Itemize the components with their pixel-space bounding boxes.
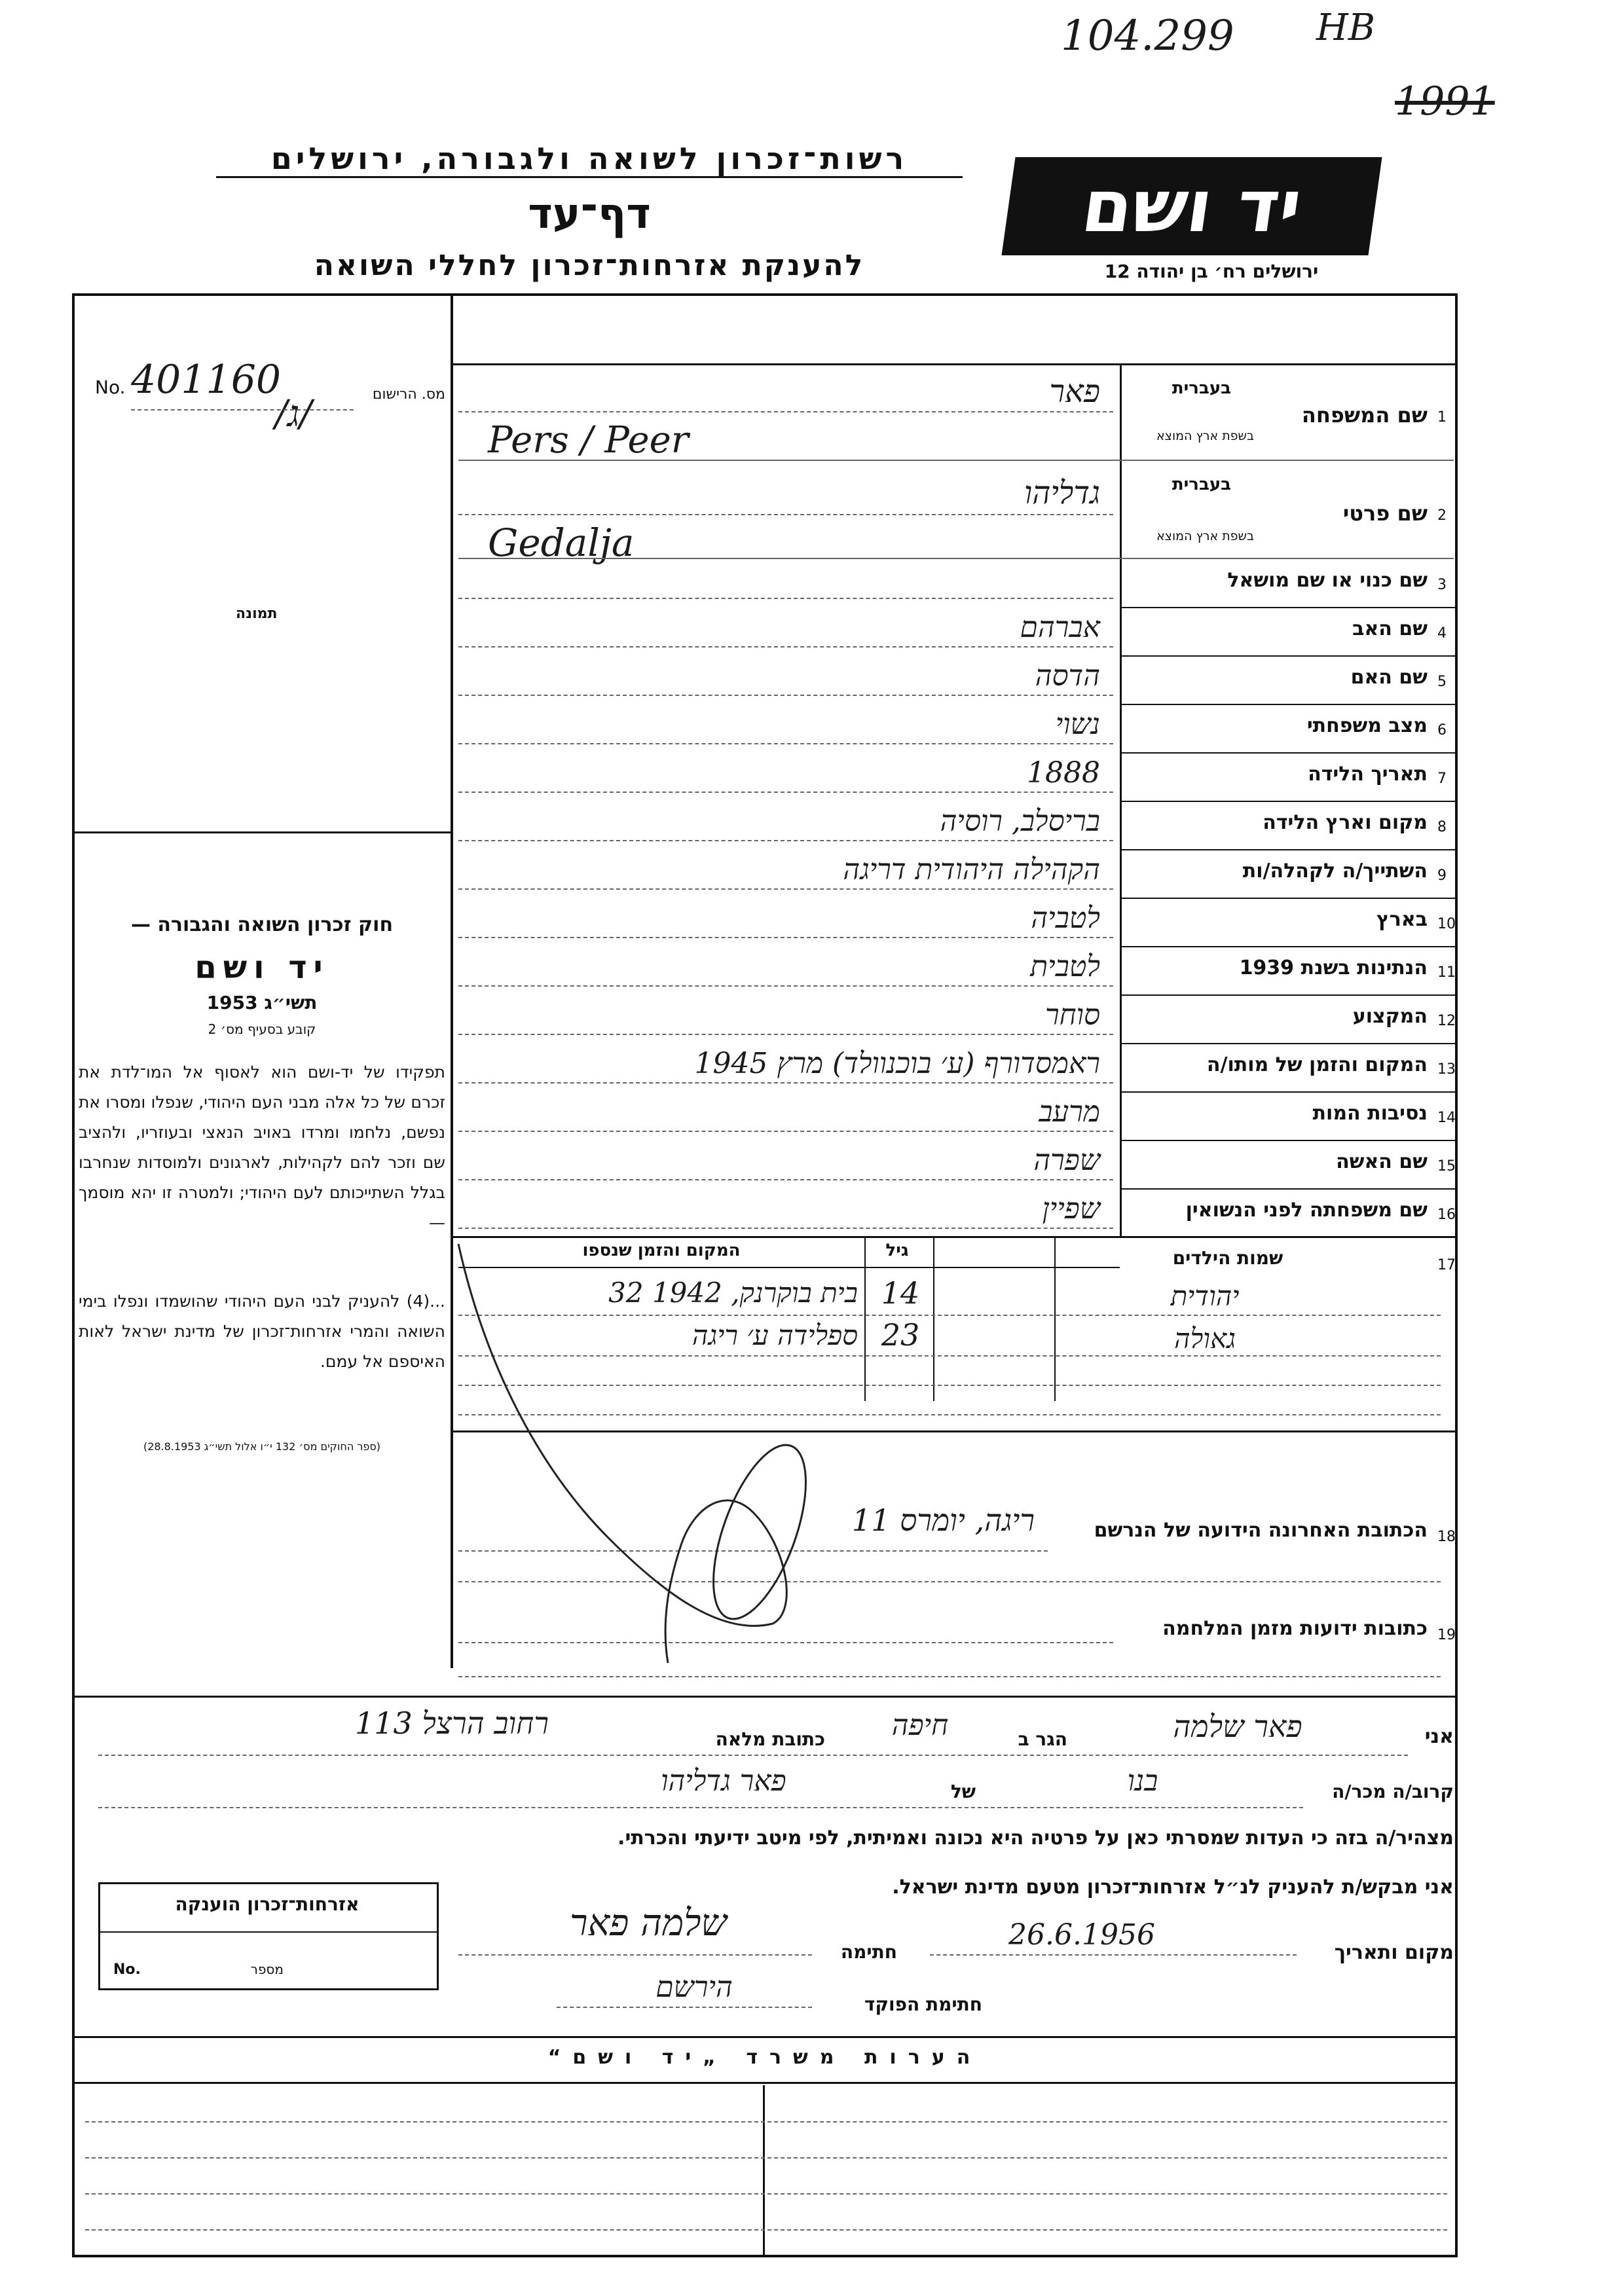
field-value[interactable]: הקהילה היהודית דריגה bbox=[843, 853, 1100, 886]
remarks-header-line bbox=[72, 2082, 1458, 2084]
field-number: 12 bbox=[1437, 1013, 1456, 1029]
photo-area-bottom bbox=[72, 831, 452, 833]
field-number: 11 bbox=[1437, 964, 1456, 981]
field-number: 15 bbox=[1437, 1158, 1456, 1175]
field-value[interactable]: לטבית bbox=[1030, 950, 1100, 983]
field-label: שם האב bbox=[1352, 617, 1428, 640]
photo-label: תמונה bbox=[236, 606, 278, 622]
child-name[interactable]: גאולה bbox=[1173, 1322, 1236, 1355]
field-number: 8 bbox=[1437, 819, 1447, 835]
relation-value[interactable]: בנו bbox=[1127, 1764, 1158, 1798]
authority-name: רשות־זכרון לשואה ולגבורה, ירושלים bbox=[216, 141, 963, 178]
field-value[interactable]: הדסה bbox=[1035, 659, 1100, 693]
child-age[interactable]: 23 bbox=[881, 1317, 920, 1353]
field-value[interactable]: סוחר bbox=[1045, 998, 1100, 1032]
field-number: 14 bbox=[1437, 1110, 1456, 1126]
relative-label: קרוב/ה מכר/ה bbox=[1332, 1781, 1454, 1802]
officer-signature-label: חתימת הפוקד bbox=[864, 1994, 982, 2015]
registration-no-prefix: No. bbox=[95, 376, 126, 398]
field-number: 4 bbox=[1437, 625, 1447, 642]
remarks-top-line bbox=[72, 2036, 1458, 2038]
field-value[interactable]: נשוי bbox=[1055, 708, 1100, 741]
field-label: הנתינות בשנת 1939 bbox=[1239, 957, 1428, 979]
field-number: 3 bbox=[1437, 577, 1447, 593]
children-col-divider-3 bbox=[1054, 1237, 1056, 1401]
field-label: תאריך הלידה bbox=[1308, 763, 1428, 786]
children-number: 17 bbox=[1437, 1257, 1456, 1273]
declarant-signature[interactable]: שלמה פאר bbox=[569, 1902, 728, 1944]
of-label: של bbox=[950, 1781, 976, 1802]
field-label: המקצוע bbox=[1352, 1005, 1428, 1028]
registration-label: מס. הרישום bbox=[372, 386, 445, 403]
archive-reference-number: 104.299 bbox=[1061, 12, 1234, 60]
field-value[interactable]: ראמסדורף (ע׳ בוכנוולד) מרץ 1945 bbox=[694, 1047, 1100, 1080]
field-number: 10 bbox=[1437, 916, 1456, 932]
signature-label: חתימה bbox=[840, 1941, 897, 1963]
child-place[interactable]: בית בוקרנק, 1942 32 bbox=[608, 1277, 858, 1309]
field-number: 13 bbox=[1437, 1061, 1456, 1078]
field-label: שם האם bbox=[1350, 666, 1428, 689]
declaration-line-1: מצהיר/ה בזה כי העדות שמסרתי כאן על פרטיה היא נכונה ואמיתית, לפי מיטב ידיעתי והכרתי. bbox=[618, 1827, 1454, 1850]
lives-in-label: הגר ב bbox=[1018, 1728, 1067, 1750]
surname-latin[interactable]: Pers / Peer bbox=[488, 419, 689, 462]
field-value[interactable]: לטביה bbox=[1031, 902, 1100, 935]
law-footer: (ספר החוקים מס׳ 132 י״ו אלול תשי״ג 28.8.1953) bbox=[143, 1440, 381, 1453]
form-title: דף־עד bbox=[528, 190, 651, 238]
field-value[interactable]: אברהם bbox=[1020, 611, 1100, 644]
field-number: 1 bbox=[1437, 409, 1447, 426]
field-number: 9 bbox=[1437, 867, 1447, 884]
yad-vashem-logo: יד ושם bbox=[1001, 157, 1382, 255]
field-label: הכתובת האחרונה הידועה של הנרשם bbox=[1094, 1519, 1428, 1542]
field-value[interactable]: 1888 bbox=[1027, 756, 1100, 790]
field-number: 16 bbox=[1437, 1207, 1456, 1223]
law-title-yad-vashem: יד ושם bbox=[194, 949, 329, 986]
field-label: בארץ bbox=[1376, 908, 1428, 931]
field-sub-origin: בשפת ארץ המוצא bbox=[1156, 529, 1254, 543]
field-label: נסיבות המות bbox=[1312, 1102, 1428, 1125]
field-label: כתובות ידועות מזמן המלחמה bbox=[1162, 1617, 1428, 1640]
field-number: 5 bbox=[1437, 674, 1447, 690]
child-name[interactable]: יהודית bbox=[1170, 1280, 1240, 1312]
grant-number-label: מספר bbox=[250, 1961, 284, 1977]
declarant-address[interactable]: רחוב הרצל 113 bbox=[355, 1705, 549, 1741]
declaration-line-2: אני מבקש/ת להעניק לנ״ל אזרחות־זכרון מטעם מדינת ישראל. bbox=[892, 1876, 1454, 1899]
field-label: שם משפחתה לפני הנשואין bbox=[1185, 1199, 1428, 1222]
law-title: חוק זכרון השואה והגבורה — bbox=[130, 913, 394, 936]
field-label: שם האשה bbox=[1336, 1150, 1428, 1173]
declarant-ani-label: אני bbox=[1424, 1725, 1454, 1748]
given-name-latin[interactable]: Gedalja bbox=[488, 520, 635, 565]
children-col-divider-2 bbox=[933, 1237, 934, 1401]
remarks-title: הערות משרד „יד ושם“ bbox=[547, 2046, 982, 2069]
full-address-label: כתובת מלאה bbox=[715, 1728, 825, 1750]
archive-mark: HB bbox=[1316, 7, 1375, 49]
field-number: 2 bbox=[1437, 507, 1447, 524]
crossed-number: 1991 bbox=[1395, 79, 1495, 124]
field-sub-origin: בשפת ארץ המוצא bbox=[1156, 429, 1254, 443]
field-number: 18 bbox=[1437, 1529, 1456, 1545]
field-number: 6 bbox=[1437, 722, 1447, 738]
children-place-header: המקום והזמן שנספו bbox=[582, 1241, 741, 1260]
field-number: 7 bbox=[1437, 771, 1447, 787]
child-place[interactable]: ספלידה ע׳ ריגה bbox=[692, 1319, 858, 1351]
field-value[interactable]: שפיין bbox=[1042, 1192, 1100, 1226]
field-sub-hebrew: בעברית bbox=[1172, 378, 1231, 398]
field-label: שם פרטי bbox=[1342, 501, 1428, 526]
field-value[interactable]: בריסלב, רוסיה bbox=[940, 805, 1100, 838]
grant-box bbox=[98, 1882, 439, 1990]
law-year: תשי״ג 1953 bbox=[206, 992, 318, 1013]
registration-number: 401160 bbox=[131, 357, 282, 403]
registration-suffix: /ג/ bbox=[275, 393, 312, 435]
field-label: השתייך/ה לקהלה/ות bbox=[1242, 860, 1428, 883]
children-names-header: שמות הילדים bbox=[1172, 1247, 1283, 1269]
law-paragraph-2: ...(4) להעניק לבני העם היהודי שהושמדו ונפלו בימי השואה והמרי אזרחות־זכרון של מדינת ישראל לאות האיספם אל עמם. bbox=[79, 1292, 445, 1371]
declarant-city[interactable]: חיפה bbox=[891, 1709, 949, 1742]
field-value[interactable]: מרעב bbox=[1039, 1095, 1100, 1129]
declaration-date[interactable]: 26.6.1956 bbox=[1008, 1918, 1155, 1952]
field-label: שם כנוי או שם מושאל bbox=[1227, 569, 1428, 592]
grant-no-prefix: No. bbox=[113, 1961, 141, 1978]
field-label: מצב משפחתי bbox=[1306, 714, 1428, 737]
last-address-value[interactable]: ריגה, יומרס 11 bbox=[851, 1503, 1035, 1538]
law-paragraph-1: תפקידו של יד-ושם הוא לאסוף אל המו־לדת את זכרם של כל אלה מבני העם היהודי, שנפלו ומסרו את נפשם, נלחמו ומרדו באויב הנאצי ובעוזריו, ולהציב שם וזכר להם לקהילות, לארגונים ולמוסדות שנחרבו בגלל השתייכותם לעם היהודי; ולמטרה זו יהא מוסמך — bbox=[79, 1063, 445, 1232]
declarant-top-line bbox=[72, 1696, 1458, 1698]
law-clause: קובע בסעיף מס׳ 2 bbox=[208, 1021, 316, 1037]
field-number: 19 bbox=[1437, 1627, 1456, 1643]
form-subtitle: להענקת אזרחות־זכרון לחללי השואה bbox=[314, 249, 865, 282]
top-band-line bbox=[451, 363, 1458, 365]
children-age-header: גיל bbox=[885, 1241, 909, 1260]
field-value[interactable]: שפרה bbox=[1033, 1144, 1100, 1177]
field-label: המקום והזמן של מותו/ה bbox=[1206, 1053, 1428, 1076]
given-name-hebrew[interactable]: גדליהו bbox=[1024, 475, 1100, 511]
child-age[interactable]: 14 bbox=[881, 1275, 920, 1311]
officer-signature[interactable]: הירשם bbox=[655, 1971, 733, 2004]
grant-box-title: אזרחות־זכרון הוענקה bbox=[175, 1893, 360, 1915]
header-address: ירושלים רח׳ בן יהודה 12 bbox=[1104, 261, 1319, 282]
relation-of-name[interactable]: פאר גדליהו bbox=[661, 1764, 786, 1798]
field-sub-hebrew: בעברית bbox=[1172, 475, 1231, 494]
pen-loop-scribble bbox=[445, 1231, 904, 1689]
field-label: מקום וארץ הלידה bbox=[1263, 811, 1428, 834]
field-label: שם המשפחה bbox=[1301, 403, 1428, 428]
place-date-label: מקום ותאריך bbox=[1334, 1941, 1454, 1964]
declarant-name[interactable]: פאר שלמה bbox=[1173, 1709, 1302, 1744]
surname-hebrew[interactable]: פאר bbox=[1049, 373, 1100, 410]
